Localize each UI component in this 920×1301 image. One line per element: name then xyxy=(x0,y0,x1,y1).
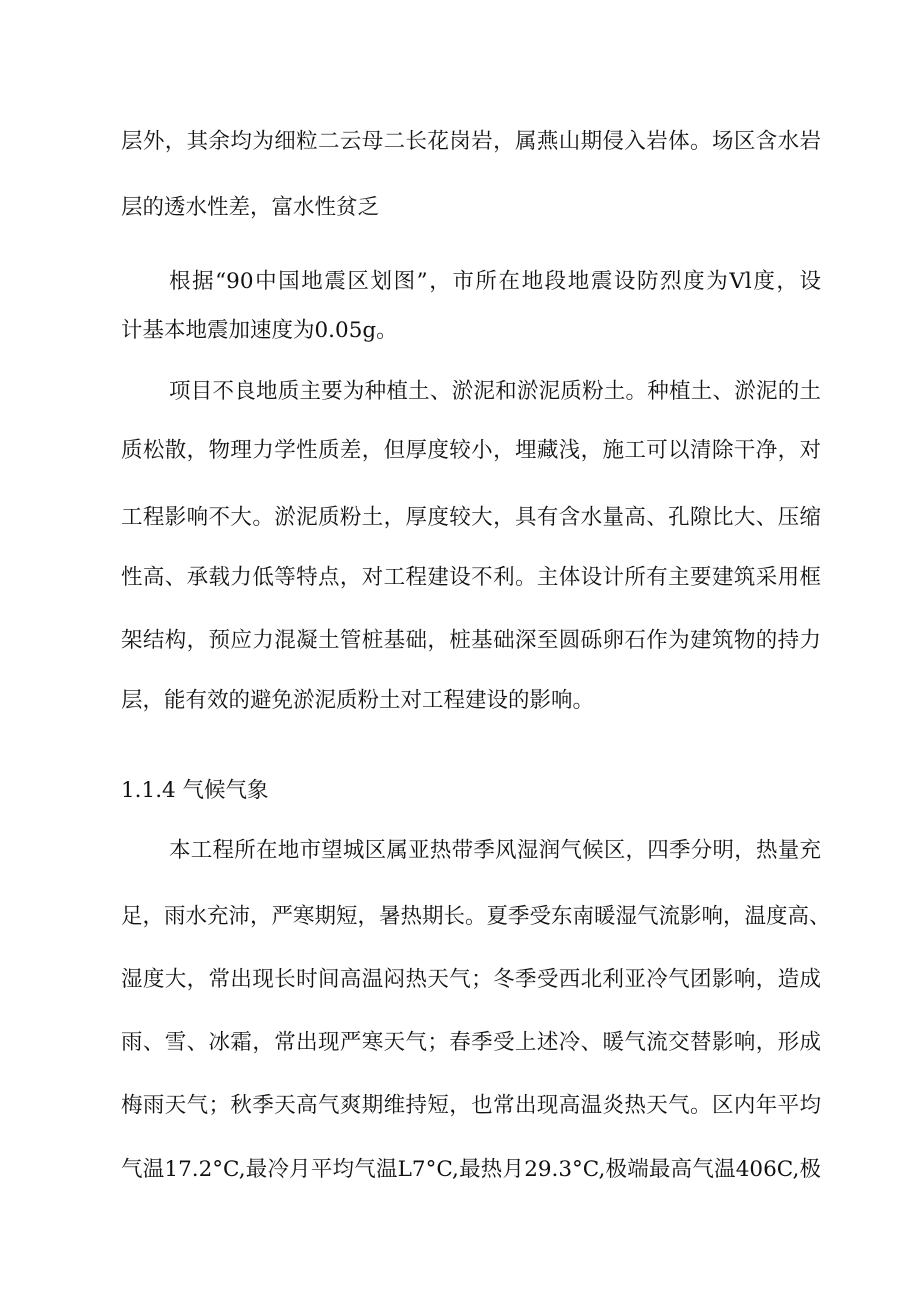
section-heading: 1.1.4 气候气象 xyxy=(121,778,269,803)
paragraph-1-line-1: 层外，其余均为细粒二云母二长花岗岩，属燕山期侵入岩体。场区含水岩 xyxy=(121,129,821,154)
paragraph-1-line-2: 层的透水性差，富水性贫乏 xyxy=(121,195,380,220)
paragraph-3-line-1: 项目不良地质主要为种植土、淤泥和淤泥质粉土。种植土、淤泥的土 xyxy=(169,379,821,404)
paragraph-3-line-2: 质松散，物理力学性质差，但厚度较小，埋藏浅，施工可以清除干净，对 xyxy=(121,438,821,463)
paragraph-3-line-3: 工程影响不大。淤泥质粉土，厚度较大，具有含水量高、孔隙比大、压缩 xyxy=(121,505,821,530)
paragraph-5-line-6: 气温17.2°C,最冷月平均气温L7°C,最热月29.3°C,极端最高气温406C,极 xyxy=(121,1157,821,1182)
paragraph-3-line-6: 层，能有效的避免淤泥质粉土对工程建设的影响。 xyxy=(121,688,595,713)
paragraph-2-line-2: 计基本地震加速度为0.05g。 xyxy=(121,318,398,343)
paragraph-5-line-3: 湿度大，常出现长时间高温闷热天气；冬季受西北利亚冷气团影响，造成 xyxy=(121,967,821,992)
paragraph-5-line-1: 本工程所在地市望城区属亚热带季风湿润气候区，四季分明，热量充 xyxy=(169,838,821,863)
paragraph-5-line-5: 梅雨天气；秋季天高气爽期维持短，也常出现高温炎热天气。区内年平均 xyxy=(121,1093,821,1118)
paragraph-2-line-1: 根据“90中国地震区划图”，市所在地段地震设防烈度为Vl度，设 xyxy=(169,269,821,294)
paragraph-3-line-4: 性高、承载力低等特点，对工程建设不利。主体设计所有主要建筑采用框 xyxy=(121,565,821,590)
paragraph-3-line-5: 架结构，预应力混凝土管桩基础，桩基础深至圆砾卵石作为建筑物的持力 xyxy=(121,628,821,653)
paragraph-5-line-2: 足，雨水充沛，严寒期短，暑热期长。夏季受东南暖湿气流影响，温度高、 xyxy=(121,904,831,929)
paragraph-5-line-4: 雨、雪、冰霜，常出现严寒天气；春季受上述冷、暖气流交替影响，形成 xyxy=(121,1030,821,1055)
